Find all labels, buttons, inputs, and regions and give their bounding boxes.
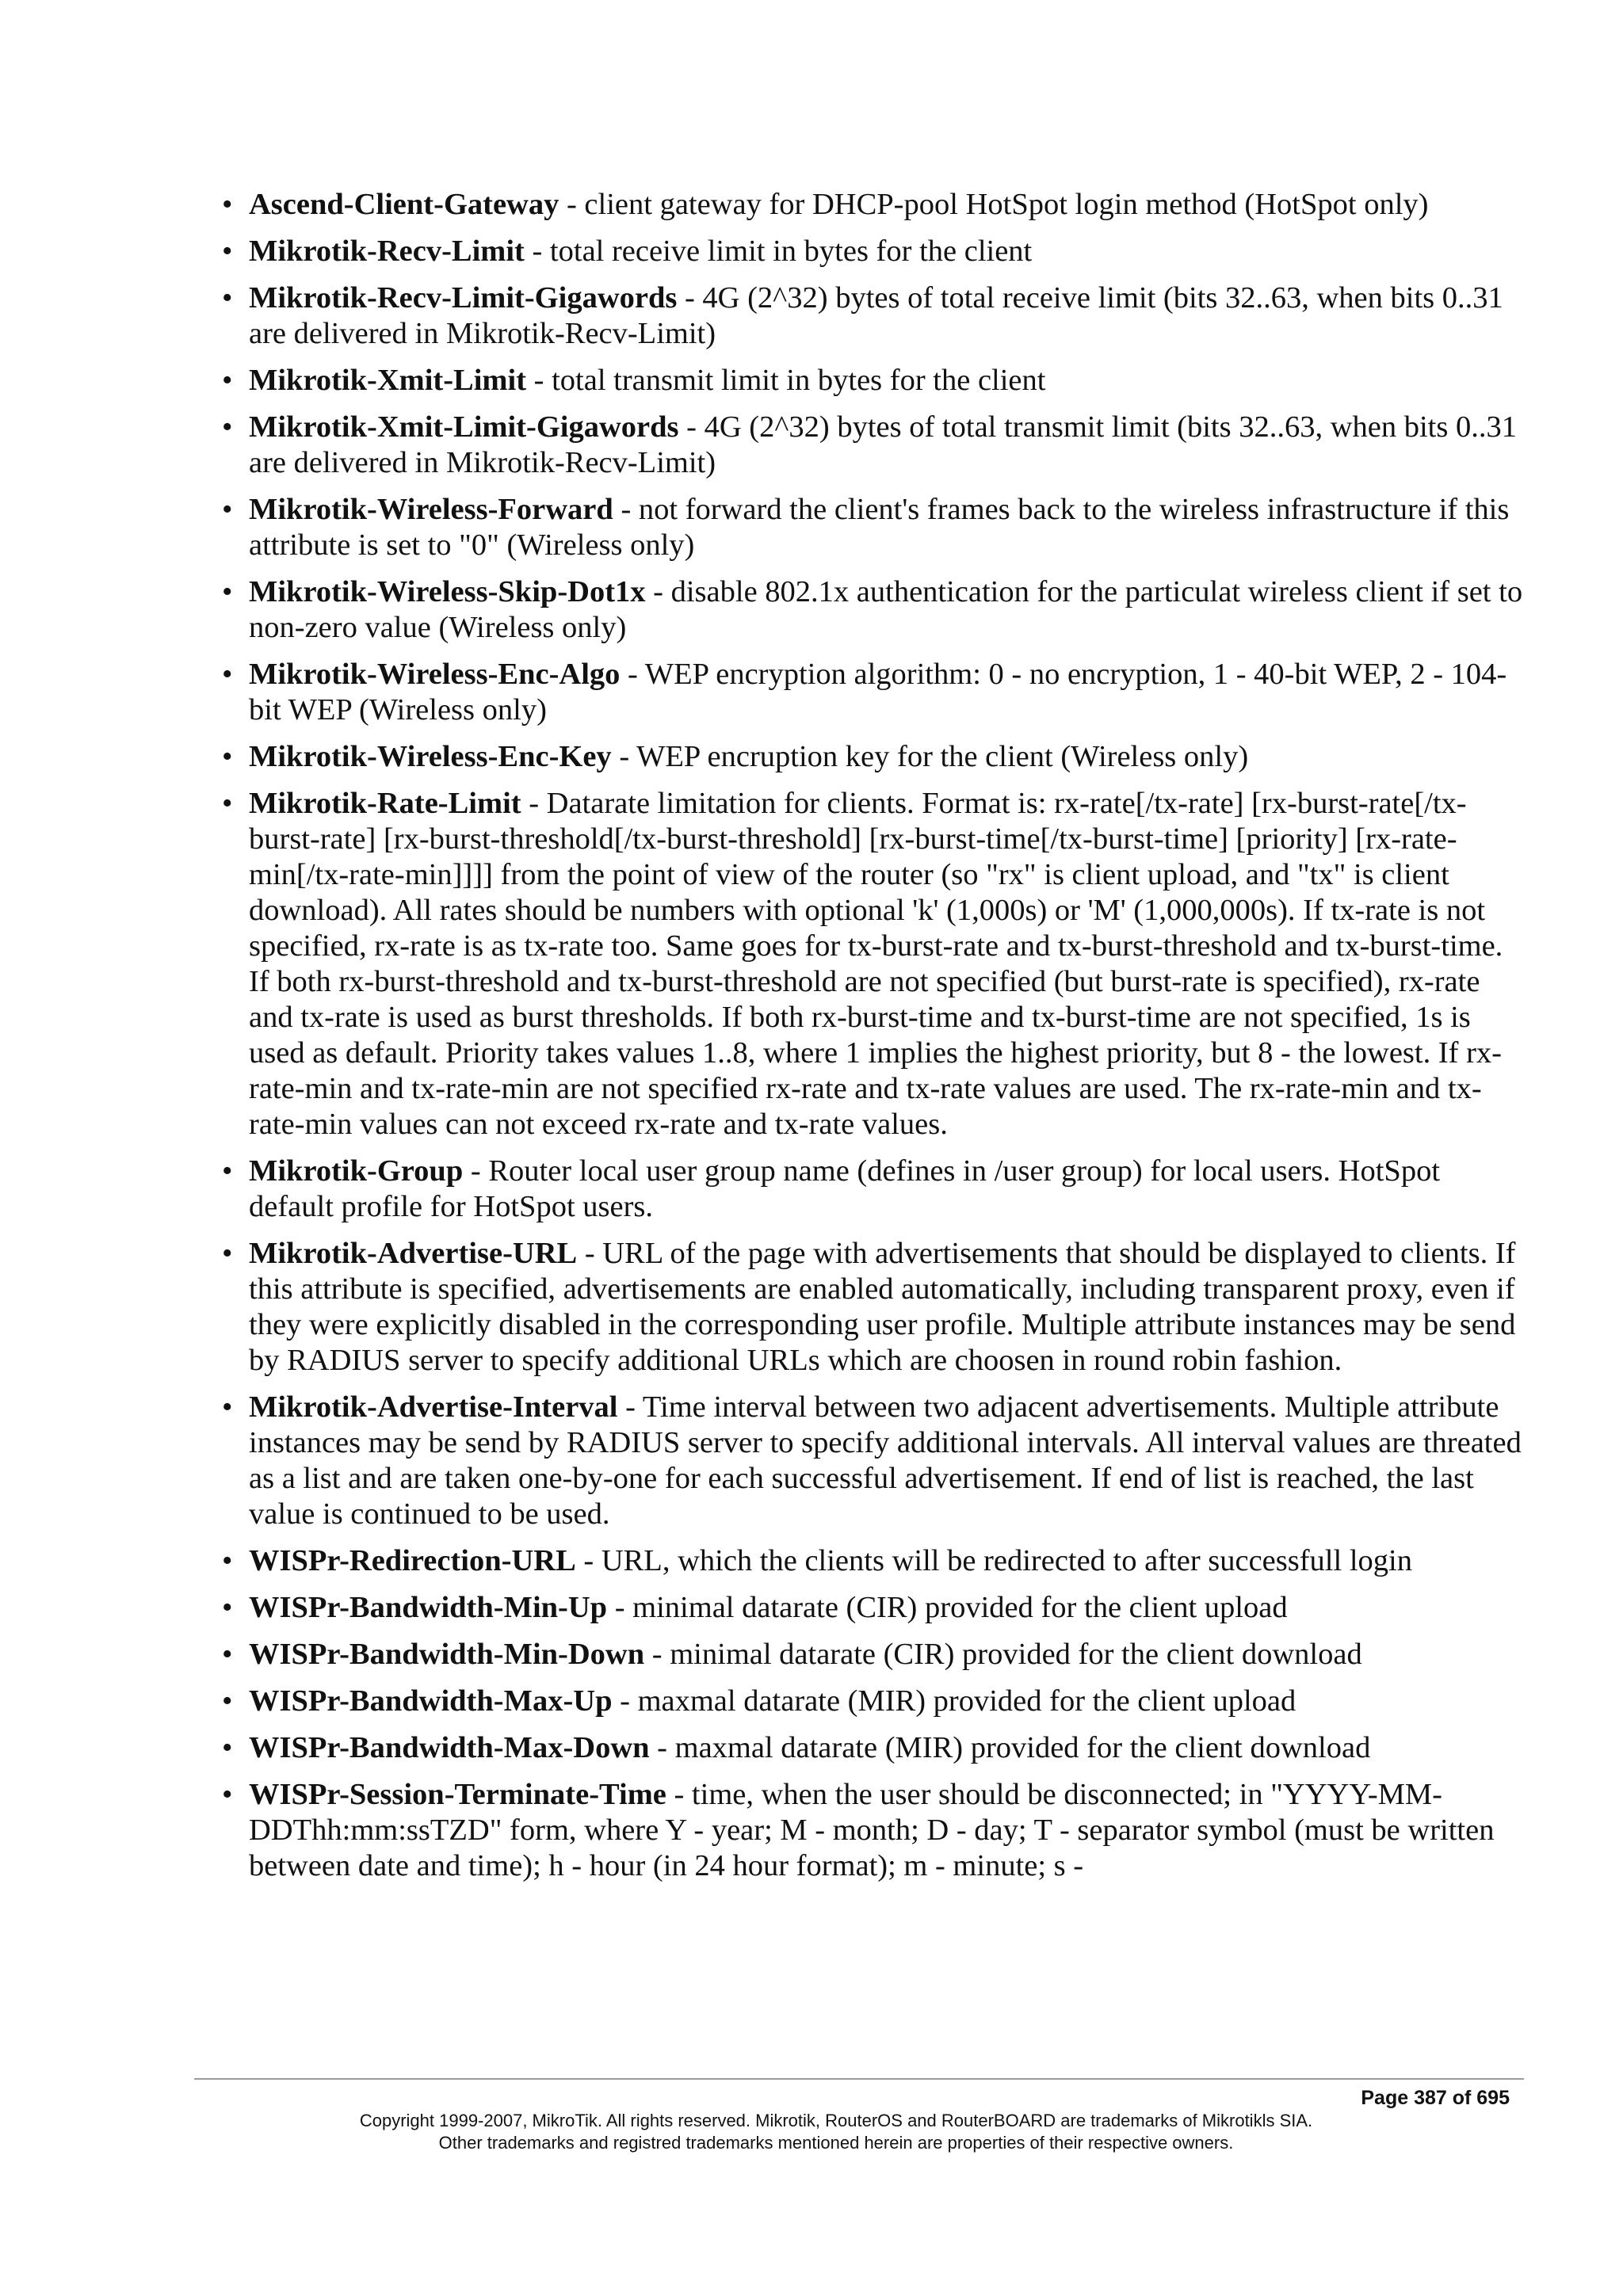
attribute-description: - URL of the page with advertisements that should be displayed to clients. If this attribute is specified, advertisements are enabled automatically, including transparent proxy, even if they were explicitly disabled in the corresponding user profile. Multiple attribute instances may be send by RADIUS server to specify additional URLs which are choosen in round robin fashion. bbox=[249, 1237, 1516, 1377]
attribute-name: Mikrotik-Advertise-Interval bbox=[249, 1390, 618, 1424]
footer-divider bbox=[194, 2078, 1524, 2080]
attribute-name: WISPr-Bandwidth-Max-Down bbox=[249, 1731, 650, 1764]
attribute-description: - maxmal datarate (MIR) provided for the client download bbox=[649, 1731, 1371, 1764]
list-item bbox=[214, 1684, 1526, 1719]
attribute-description: - 4G (2^32) bytes of total receive limit (bits 32..63, when bits 0..31 are delivered in Mikrotik-Recv-Limit) bbox=[249, 281, 1503, 350]
attribute-description: - 4G (2^32) bytes of total transmit limit (bits 32..63, when bits 0..31 are delivered in Mikrotik-Recv-Limit) bbox=[249, 410, 1517, 479]
list-item bbox=[214, 1777, 1526, 1884]
attribute-description: - minimal datarate (CIR) provided for the client download bbox=[644, 1638, 1362, 1671]
attribute-description: - time, when the user should be disconnected; in "YYYY-MM-DDThh:mm:ssTZD" form, where Y - year; M - month; D - day; T - separator symbol (must be written between date and time); h - hour (in 24 hour format); m - minute; s - bbox=[249, 1778, 1495, 1882]
attribute-description: - not forward the client's frames back to the wireless infrastructure if this attribute is set to "0" (Wireless only) bbox=[249, 493, 1510, 562]
attribute-description: - Datarate limitation for clients. Format is: rx-rate[/tx-rate] [rx-burst-rate[/tx-burst-rate] [rx-burst-threshold[/tx-burst-threshold] [rx-burst-time[/tx-burst-time] [priority] [rx-rate-min[/tx-rate-min]]]] from the point of view of the router (so "rx" is client upload, and "tx" is client download). All rates should be numbers with optional 'k' (1,000s) or 'M' (1,000,000s). If tx-rate is not specified, rx-rate is as tx-rate too. Same goes for tx-burst-rate and tx-burst-threshold and tx-burst-time. If both rx-burst-threshold and tx-burst-threshold are not specified (but burst-rate is specified), rx-rate and tx-rate is used as burst thresholds. If both rx-burst-time and tx-burst-time are not specified, 1s is used as default. Priority takes values 1..8, where 1 implies the highest priority, but 8 - the lowest. If rx-rate-min and tx-rate-min are not specified rx-rate and tx-rate values are used. The rx-rate-min and tx-rate-min values can not exceed rx-rate and tx-rate values. bbox=[249, 787, 1503, 1141]
bullet-marker: • bbox=[222, 1591, 233, 1624]
attribute-description: - total transmit limit in bytes for the client bbox=[526, 364, 1046, 397]
attribute-list bbox=[214, 187, 1526, 1895]
bullet-marker: • bbox=[222, 1638, 233, 1671]
bullet-marker: • bbox=[222, 787, 233, 820]
list-item bbox=[214, 280, 1526, 352]
bullet-marker: • bbox=[222, 281, 233, 315]
bullet-marker: • bbox=[222, 364, 233, 397]
copyright-notice bbox=[0, 2110, 1623, 2154]
list-item bbox=[214, 739, 1526, 775]
bullet-marker: • bbox=[222, 1390, 233, 1424]
page-number: Page 387 of 695 bbox=[1361, 2087, 1510, 2109]
list-item bbox=[214, 492, 1526, 563]
bullet-marker: • bbox=[222, 1237, 233, 1270]
attribute-name: WISPr-Session-Terminate-Time bbox=[249, 1778, 666, 1811]
list-item bbox=[214, 1390, 1526, 1532]
attribute-name: Mikrotik-Xmit-Limit-Gigawords bbox=[249, 410, 679, 444]
attribute-name: WISPr-Bandwidth-Min-Up bbox=[249, 1591, 608, 1624]
attribute-name: WISPr-Bandwidth-Min-Down bbox=[249, 1638, 645, 1671]
list-item bbox=[214, 1637, 1526, 1672]
attribute-name: Mikrotik-Recv-Limit-Gigawords bbox=[249, 281, 678, 315]
attribute-name: Mikrotik-Recv-Limit bbox=[249, 235, 525, 268]
list-item bbox=[214, 786, 1526, 1142]
attribute-description: - WEP encryption algorithm: 0 - no encryption, 1 - 40-bit WEP, 2 - 104-bit WEP (Wireless only) bbox=[249, 658, 1507, 727]
list-item bbox=[214, 1543, 1526, 1579]
attribute-name: Mikrotik-Wireless-Forward bbox=[249, 493, 613, 526]
trademark-line: Other trademarks and registred trademarks mentioned herein are properties of their respective owners. bbox=[438, 2133, 1234, 2153]
attribute-description: - minimal datarate (CIR) provided for the client upload bbox=[607, 1591, 1288, 1624]
copyright-line: Copyright 1999-2007, MikroTik. All rights reserved. Mikrotik, RouterOS and RouterBOARD are trademarks of Mikrotikls SIA. bbox=[359, 2111, 1313, 2130]
attribute-description: - Router local user group name (defines in /user group) for local users. HotSpot default profile for HotSpot users. bbox=[249, 1154, 1441, 1223]
list-item bbox=[214, 363, 1526, 399]
list-item bbox=[214, 410, 1526, 481]
attribute-name: Mikrotik-Wireless-Enc-Algo bbox=[249, 658, 621, 691]
list-item bbox=[214, 1590, 1526, 1626]
attribute-description: - WEP encruption key for the client (Wireless only) bbox=[611, 740, 1249, 773]
attribute-description: - total receive limit in bytes for the client bbox=[524, 235, 1033, 268]
attribute-name: Mikrotik-Wireless-Enc-Key bbox=[249, 740, 612, 773]
list-item bbox=[214, 574, 1526, 646]
list-item bbox=[214, 657, 1526, 728]
attribute-name: Mikrotik-Rate-Limit bbox=[249, 787, 521, 820]
attribute-description: - client gateway for DHCP-pool HotSpot login method (HotSpot only) bbox=[559, 188, 1429, 221]
bullet-marker: • bbox=[222, 658, 233, 691]
attribute-description: - Time interval between two adjacent advertisements. Multiple attribute instances may be send by RADIUS server to specify additional intervals. All interval values are threated as a list and are taken one-by-one for each successful advertisement. If end of list is reached, the last value is continued to be used. bbox=[249, 1390, 1522, 1531]
bullet-marker: • bbox=[222, 575, 233, 608]
bullet-marker: • bbox=[222, 235, 233, 268]
list-item bbox=[214, 1236, 1526, 1379]
attribute-name: WISPr-Redirection-URL bbox=[249, 1544, 576, 1577]
bullet-marker: • bbox=[222, 1778, 233, 1811]
bullet-marker: • bbox=[222, 188, 233, 221]
bullet-marker: • bbox=[222, 1684, 233, 1718]
list-item bbox=[214, 234, 1526, 269]
bullet-marker: • bbox=[222, 493, 233, 526]
attribute-description: - URL, which the clients will be redirected to after successfull login bbox=[575, 1544, 1412, 1577]
list-item bbox=[214, 187, 1526, 223]
attribute-name: WISPr-Bandwidth-Max-Up bbox=[249, 1684, 613, 1718]
list-item bbox=[214, 1154, 1526, 1225]
bullet-marker: • bbox=[222, 740, 233, 773]
bullet-marker: • bbox=[222, 1731, 233, 1764]
attribute-description: - disable 802.1x authentication for the particulat wireless client if set to non-zero value (Wireless only) bbox=[249, 575, 1523, 644]
attribute-name: Mikrotik-Xmit-Limit bbox=[249, 364, 527, 397]
bullet-marker: • bbox=[222, 1544, 233, 1577]
attribute-name: Ascend-Client-Gateway bbox=[249, 188, 559, 221]
list-item bbox=[214, 1730, 1526, 1766]
bullet-marker: • bbox=[222, 410, 233, 444]
attribute-name: Mikrotik-Wireless-Skip-Dot1x bbox=[249, 575, 646, 608]
attribute-name: Mikrotik-Advertise-URL bbox=[249, 1237, 578, 1270]
bullet-marker: • bbox=[222, 1154, 233, 1188]
attribute-name: Mikrotik-Group bbox=[249, 1154, 464, 1188]
attribute-description: - maxmal datarate (MIR) provided for the client upload bbox=[612, 1684, 1296, 1718]
